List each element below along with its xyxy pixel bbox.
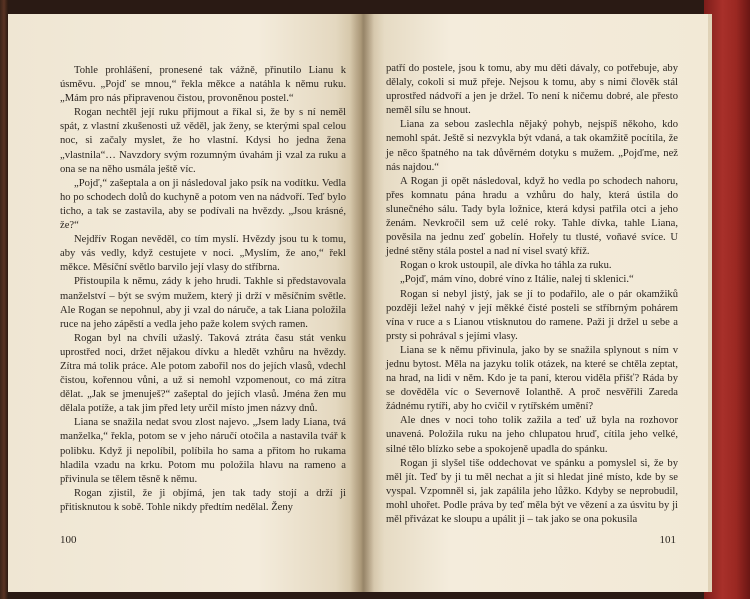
paragraph: A Rogan ji opět následoval, když ho vedla po schodech nahoru, přes komnatu pána hradu a vzhůru do haly, která ústila do slunečného sálu. Tady byla ložnice, která kdysi patřila otci a jeho ženám. Nevkročil sem už celé roky. Tahle dívka, tahle Liana, pověsila na jednu zeď gobelín. Hořely tu tlusté, voňavé svíce. U jedné stěny stála postel a nad ní visel svatý kříž. [386,175,678,258]
paragraph: Přistoupila k němu, zády k jeho hrudi. Takhle si představovala manželství – být se svým mužem, který ji drží v měsíčním světle. Ale Rogan se nepohnul, aby ji vzal do náruče, a tak Liana položila ruce na jeho zápěstí a vedla jeho paže kolem svých ramen. [60,276,346,330]
paragraph: Ale dnes v noci toho tolik zažila a teď už byla na rozhovor unavená. Položila ruku na jeho chlupatou hruď, cítila jeho velké, silné tělo blízko sebe a spokojeně upadla do spánku. [386,415,678,455]
paragraph: Liana se snažila nedat svou zlost najevo. „Jsem lady Liana, tvá manželka,“ řekla, potom se v jeho náručí otočila a nastavila tvář k polibku. Když ji nepolíbil, políbila ho sama a přitom ho rukama hladila vzadu na krku. Potom mu položila hlavu na rameno a přivinula se tělem těsně k němu. [60,417,346,485]
paragraph: Rogan o krok ustoupil, ale dívka ho táhla za ruku. [400,260,612,272]
paragraph: Rogan nechtěl její ruku přijmout a říkal si, že by s ní neměl spát, z vlastní zkušenosti už věděl, jak ženy, se kterými spal celou noc, si začaly myslet, že ho vlastní. Kdysi ho jedna žena „vlastnila“… Navzdory svým rozumným úvahám ji vzal za ruku a ona se na něho usmála ještě víc. [60,107,346,175]
paragraph: Nejdřív Rogan nevěděl, co tím myslí. Hvězdy jsou tu k tomu, aby vás vedly, když cestujete v noci. „Myslím, že ano,“ řekl měkce. Měsíční světlo barvilo její vlasy do stříbrna. [60,234,346,274]
page-number-left: 100 [60,534,77,546]
page-edges [708,14,712,592]
paragraph: Liana se k němu přivinula, jako by se snažila splynout s ním v jednu bytost. Měla na jazyku tolik otázek, na které se chtěla zeptat, na hrad, na lidi v něm. Kdo je ta paní, kterou viděla přišť? Ráda by se dověděla víc o Severnově Iolanthě. A proč nesvěřili Zareda žádnému rytíři, aby ho cvičil v rytířském umění? [386,344,678,413]
paragraph: „Pojď,“ zašeptala a on ji následoval jako psík na vodítku. Vedla ho po schodech dolů do kuchyně a potom ven na nádvoří. Teď bylo ticho, a tak se zastavila, aby se podívali na hvězdy. „Jsou krásné, že?“ [60,177,346,232]
left-page-text [60,64,346,515]
paragraph: „Pojď, mám víno, dobré víno z Itálie, nalej ti sklenici.“ [400,274,634,286]
paragraph: Tohle prohlášení, pronesené tak vážně, přinutilo Lianu k úsměvu. „Pojď se mnou,“ řekla měkce a natáhla k němu ruku. „Mám pro nás připravenou čistou, provoněnou postel.“ [60,65,346,105]
paragraph: patří do postele, jsou k tomu, aby mu děti dávaly, co potřebuje, aby dělaly, cokoli si muž přeje. Nejsou k tomu, aby s nimi člověk stál uprostřed nádvoří a jen je držel. To není k ničemu dobré, ale přesto neměl sílu se hnout. [386,63,678,117]
right-page [364,14,708,592]
right-page-text [386,62,678,527]
page-number-right: 101 [659,534,676,546]
paragraph: Liana za sebou zaslechla nějaký pohyb, nejspíš někoho, kdo nemohl spát. Ještě si nezvykla být vdaná, a tak okamžitě pocítila, že je něco špatného na tak důvěrném dotyku s mužem. „Pojďme, než nás najdou.“ [386,119,678,173]
paragraph: Rogan si nebyl jistý, jak se jí to podařilo, ale o pár okamžiků později ležel nahý v její měkké čisté posteli se stříbrným pohárem vína v ruce a s Lianou vtisknutou do ramene. Paži ji držel u sebe a prsty si pohrával s jejími vlasy. [386,288,678,342]
paragraph: Rogan zjistil, že ji objímá, jen tak tady stojí a drží ji přitisknutou k sobě. Tohle nikdy předtím nedělal. Ženy [60,487,346,513]
paragraph: Rogan byl na chvíli užaslý. Taková ztráta času stát venku uprostřed noci, držet nějakou dívku a hledět vzhůru na hvězdy. Zítra má tolik práce. Ale potom zabořil nos do jejích vlasů, vdechl čistou, kořennou vůni, a už si nemohl vzpomenout, co má zítra dělat. „Jak se jmenuješ?“ zašeptal do jejích vlasů. Jména žen mu dělala potíže, a tak jim před lety určil místo jmen názvy dnů. [60,332,346,415]
left-page [8,14,364,592]
paragraph: Rogan ji slyšel tiše oddechovat ve spánku a pomyslel si, že by měl jít. Teď by ji tu měl nechat a jít si hledat jiné místo, kde by se vyspal. Vzpomněl si, jak zapálila jeho lůžko. Kdyby se neprobudil, mohl uhořet. Podle práva by teď měla být ve vězení a za úsvitu by ji měl přivázat ke sloupu a upálit ji – tak jako se ona pokusila [386,457,678,525]
